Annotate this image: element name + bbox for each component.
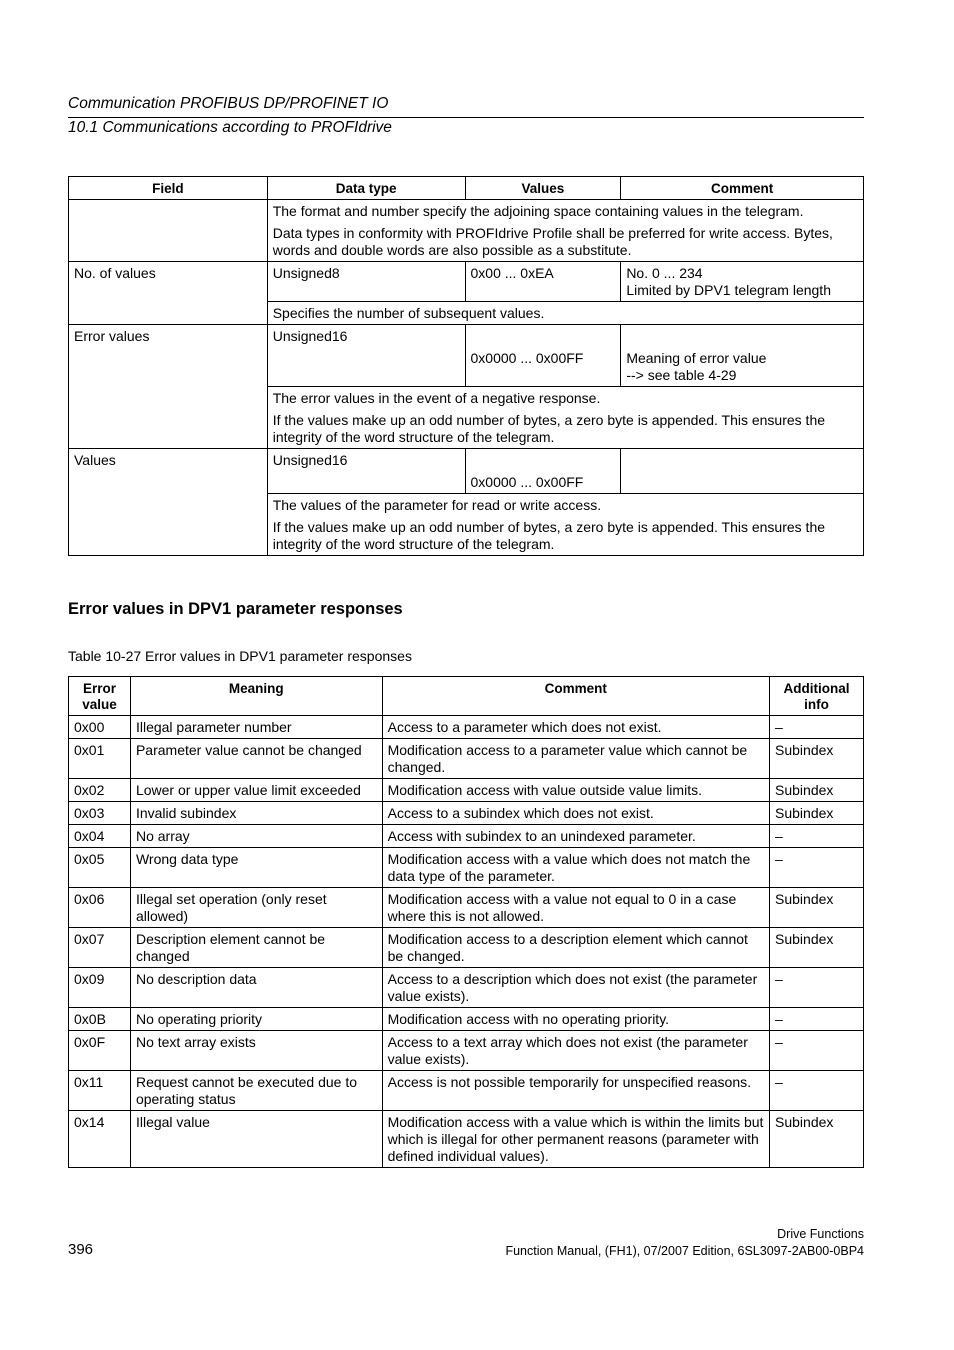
info-cell: Subindex: [770, 779, 864, 802]
meaning-cell: No description data: [130, 968, 382, 1008]
info-cell: –: [770, 968, 864, 1008]
type-cell: Unsigned8: [267, 262, 465, 302]
info-cell: –: [770, 1031, 864, 1071]
comment-cell: Access to a description which does not exist (the parameter value exists).: [382, 968, 769, 1008]
type-cell: Unsigned16: [267, 449, 465, 494]
values-cell: [465, 325, 621, 387]
info-cell: –: [770, 1071, 864, 1111]
info-cell: Subindex: [770, 739, 864, 779]
table-row: [69, 325, 864, 387]
field-cell: Values: [69, 449, 268, 556]
column-header: Comment: [382, 677, 769, 716]
table-row: [69, 200, 864, 262]
footer-book-title: Drive Functions: [777, 1227, 864, 1241]
info-cell: –: [770, 1008, 864, 1031]
values-text: 0x0000 ... 0x00FF: [470, 474, 584, 490]
table-row: [69, 739, 864, 779]
meaning-cell: Parameter value cannot be changed: [130, 739, 382, 779]
description-line: The error values in the event of a negative response.: [272, 390, 601, 406]
field-cell: Error values: [69, 325, 268, 449]
table-row: [69, 1008, 864, 1031]
telegram-fields-table: [68, 176, 864, 556]
comment-cell: Modification access to a description element which cannot be changed.: [382, 928, 769, 968]
table-header-row: [69, 677, 864, 716]
meaning-cell: No operating priority: [130, 1008, 382, 1031]
table-row: [69, 928, 864, 968]
meaning-cell: Invalid subindex: [130, 802, 382, 825]
table-row: [69, 449, 864, 494]
table-row: [69, 1071, 864, 1111]
error-code-cell: 0x00: [69, 716, 131, 739]
table-caption: Table 10-27 Error values in DPV1 parameter responses: [68, 648, 412, 664]
error-code-cell: 0x03: [69, 802, 131, 825]
comment-cell: [621, 262, 864, 302]
comment-cell: Access to a text array which does not exist (the parameter value exists).: [382, 1031, 769, 1071]
description-line: If the values make up an odd number of bytes, a zero byte is appended. This ensures the integrity of the word structure of the telegram.: [272, 519, 826, 552]
meaning-cell: Description element cannot be changed: [130, 928, 382, 968]
meaning-cell: Request cannot be executed due to operating status: [130, 1071, 382, 1111]
table-row: [69, 802, 864, 825]
table-row: [69, 1031, 864, 1071]
error-code-cell: 0x09: [69, 968, 131, 1008]
meaning-cell: Wrong data type: [130, 848, 382, 888]
error-code-cell: 0x04: [69, 825, 131, 848]
meaning-cell: Lower or upper value limit exceeded: [130, 779, 382, 802]
comment-line: Meaning of error value: [626, 350, 767, 366]
info-cell: Subindex: [770, 802, 864, 825]
description-cell: [267, 494, 863, 556]
table-row: [69, 262, 864, 302]
column-header: Meaning: [130, 677, 382, 716]
comment-cell: [621, 325, 864, 387]
values-text: 0x0000 ... 0x00FF: [470, 350, 584, 366]
info-cell: Subindex: [770, 1111, 864, 1168]
table-cell: [267, 200, 863, 262]
comment-cell: Modification access with no operating priority.: [382, 1008, 769, 1031]
values-cell: 0x00 ... 0xEA: [465, 262, 621, 302]
format-text-2: Data types in conformity with PROFIdrive Profile shall be preferred for write access. Bytes, words and double words are also possible as a substitute.: [272, 225, 833, 258]
column-header: Comment: [621, 177, 864, 200]
meaning-cell: No array: [130, 825, 382, 848]
info-cell: Subindex: [770, 888, 864, 928]
description-cell: [267, 387, 863, 449]
column-header: Field: [69, 177, 268, 200]
error-code-cell: 0x01: [69, 739, 131, 779]
description-line: If the values make up an odd number of bytes, a zero byte is appended. This ensures the integrity of the word structure of the telegram.: [272, 412, 826, 445]
error-code-cell: 0x07: [69, 928, 131, 968]
comment-cell: Access is not possible temporarily for unspecified reasons.: [382, 1071, 769, 1111]
table-row: [69, 888, 864, 928]
error-values-table: [68, 676, 864, 1168]
error-code-cell: 0x11: [69, 1071, 131, 1111]
table-header-row: [69, 177, 864, 200]
table-row: [69, 825, 864, 848]
column-header: Data type: [267, 177, 465, 200]
column-header: Values: [465, 177, 621, 200]
footer-manual-info: Function Manual, (FH1), 07/2007 Edition, 6SL3097-2AB00-0BP4: [505, 1244, 864, 1258]
info-cell: –: [770, 848, 864, 888]
table-row: [69, 779, 864, 802]
error-code-cell: 0x14: [69, 1111, 131, 1168]
error-code-cell: 0x02: [69, 779, 131, 802]
error-code-cell: 0x06: [69, 888, 131, 928]
comment-line: No. 0 ... 234: [626, 265, 703, 281]
running-header-title: Communication PROFIBUS DP/PROFINET IO: [68, 95, 389, 112]
type-cell: Unsigned16: [267, 325, 465, 387]
error-code-cell: 0x0F: [69, 1031, 131, 1071]
info-cell: –: [770, 716, 864, 739]
error-code-cell: 0x0B: [69, 1008, 131, 1031]
table-row: [69, 1111, 864, 1168]
column-header: Error value: [69, 677, 131, 716]
meaning-cell: No text array exists: [130, 1031, 382, 1071]
meaning-cell: Illegal value: [130, 1111, 382, 1168]
comment-cell: Modification access with a value which is within the limits but which is illegal for other permanent reasons (parameter with defined individual values).: [382, 1111, 769, 1168]
field-cell: No. of values: [69, 262, 268, 325]
comment-cell: [621, 449, 864, 494]
error-code-cell: 0x05: [69, 848, 131, 888]
page-number: 396: [68, 1241, 94, 1258]
description-cell: Specifies the number of subsequent values.: [267, 302, 863, 325]
info-cell: Subindex: [770, 928, 864, 968]
section-heading: Error values in DPV1 parameter responses: [68, 600, 403, 618]
comment-cell: Modification access with a value not equal to 0 in a case where this is not allowed.: [382, 888, 769, 928]
table-row: [69, 716, 864, 739]
comment-cell: Modification access to a parameter value which cannot be changed.: [382, 739, 769, 779]
comment-cell: Modification access with a value which does not match the data type of the parameter.: [382, 848, 769, 888]
table-row: [69, 848, 864, 888]
comment-line: --> see table 4-29: [626, 367, 737, 383]
comment-cell: Access with subindex to an unindexed parameter.: [382, 825, 769, 848]
meaning-cell: Illegal set operation (only reset allowed): [130, 888, 382, 928]
table-row: [69, 968, 864, 1008]
format-text-1: The format and number specify the adjoining space containing values in the telegram.: [272, 203, 804, 219]
column-header: Additional info: [770, 677, 864, 716]
comment-cell: Access to a subindex which does not exist.: [382, 802, 769, 825]
comment-cell: Access to a parameter which does not exist.: [382, 716, 769, 739]
description-line: The values of the parameter for read or write access.: [272, 497, 602, 513]
comment-line: Limited by DPV1 telegram length: [626, 282, 831, 298]
comment-cell: Modification access with value outside value limits.: [382, 779, 769, 802]
table-cell: [69, 200, 268, 262]
info-cell: –: [770, 825, 864, 848]
meaning-cell: Illegal parameter number: [130, 716, 382, 739]
running-header-subtitle: 10.1 Communications according to PROFIdrive: [68, 117, 864, 137]
values-cell: [465, 449, 621, 494]
